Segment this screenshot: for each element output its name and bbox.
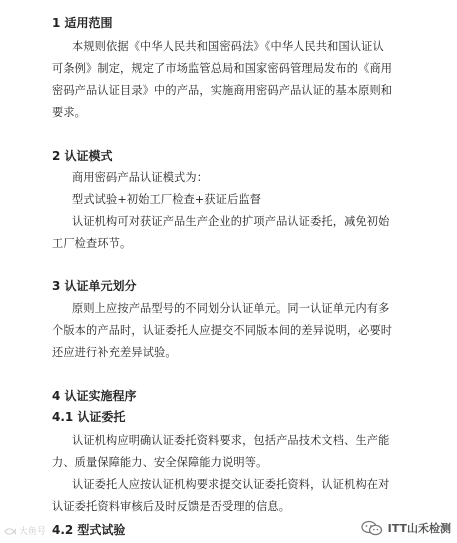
section-3-line-1: 原则上应按产品型号的不同划分认证单元。同一认证单元内有多 bbox=[72, 302, 390, 315]
section-2-line-4: 工厂检查环节。 bbox=[52, 237, 132, 250]
watermark-right bbox=[361, 520, 451, 536]
section-3-line-2: 个版本的产品时，认证委托人应提交不同版本间的差异说明，必要时 bbox=[52, 324, 393, 337]
fish-logo-icon bbox=[4, 527, 16, 536]
watermark-left-text: 大鱼号 bbox=[18, 527, 46, 537]
section-3-heading: 3 认证单元划分 bbox=[52, 279, 137, 293]
section-2-line-3: 认证机构可对获证产品生产企业的扩项产品认证委托，减免初始 bbox=[72, 215, 390, 228]
section-1-line-1: 本规则依据《中华人民共和国密码法》《中华人民共和国认证认 bbox=[72, 40, 384, 53]
section-1-line-2: 可条例》制定，规定了市场监管总局和国家密码管理局发布的《商用 bbox=[52, 62, 393, 75]
section-4-1-line-1: 认证机构应明确认证委托资料要求，包括产品技术文档、生产能 bbox=[72, 434, 390, 447]
watermark-right-text: ITT山禾检测 bbox=[387, 522, 451, 535]
section-2-line-2: 型式试验+初始工厂检查+获证后监督 bbox=[72, 193, 262, 206]
section-1-line-3: 密码产品认证目录》中的产品，实施商用密码产品认证的基本原则和 bbox=[52, 84, 393, 97]
section-4-2-heading: 4.2 型式试验 bbox=[52, 523, 126, 537]
section-4-1-line-3: 认证委托人应按认证机构要求提交认证委托资料，认证机构在对 bbox=[72, 478, 390, 491]
section-4-1-heading: 4.1 认证委托 bbox=[52, 410, 126, 424]
wechat-icon bbox=[361, 520, 383, 536]
section-4-1-line-2: 力、质量保障能力、安全保障能力说明等。 bbox=[52, 456, 268, 469]
watermark-left bbox=[4, 524, 46, 537]
section-4-1-line-4: 认证委托资料审核后及时反馈是否受理的信息。 bbox=[52, 500, 291, 513]
section-3-line-3: 还应进行补充差异试验。 bbox=[52, 346, 177, 359]
section-4-heading: 4 认证实施程序 bbox=[52, 389, 137, 403]
section-1-line-4: 要求。 bbox=[52, 106, 87, 119]
section-1-heading: 1 适用范围 bbox=[52, 16, 113, 30]
section-2-heading: 2 认证模式 bbox=[52, 149, 113, 163]
section-2-line-1: 商用密码产品认证模式为： bbox=[72, 171, 209, 184]
